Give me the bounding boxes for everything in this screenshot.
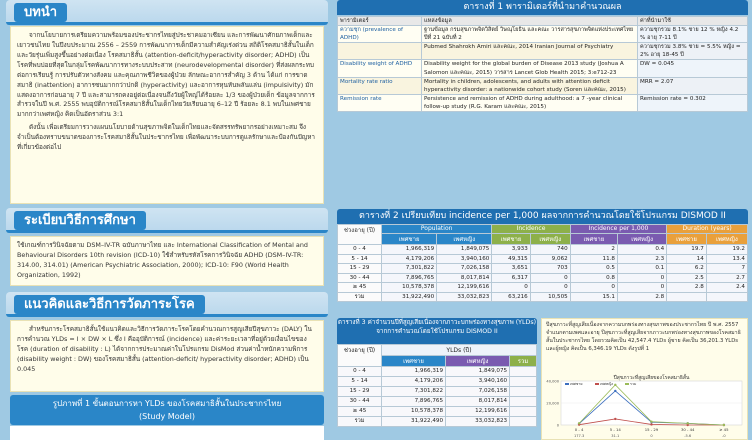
chart-x-tick: ≥ 45 xyxy=(719,427,729,432)
table3-row xyxy=(338,397,537,407)
chart-point xyxy=(614,384,616,386)
chart-legend-swatch xyxy=(565,383,569,385)
chart-row-label: 0 xyxy=(650,434,653,438)
table2-cell: 11.8 xyxy=(570,254,617,264)
figure-canvas xyxy=(10,426,324,440)
chart-point xyxy=(687,422,689,424)
left-column xyxy=(0,0,333,440)
table2-cell: 2.8 xyxy=(617,292,666,302)
chart-x-tick: 0 - 4 xyxy=(574,427,584,432)
summary-panel xyxy=(541,318,748,440)
table1-cell-param: Remission rate xyxy=(338,94,422,111)
table1-cell-value: ความชุกรวม 8.1% ชาย 12 % หญิง 4.2 % อายุ 7-11 ปี xyxy=(638,26,748,43)
method-heading: ระเบียบวิธีการศึกษา xyxy=(14,211,146,230)
table3-row xyxy=(338,417,537,427)
figure-title-box xyxy=(10,395,324,425)
table2-cell: 0.8 xyxy=(570,273,617,283)
concept-text: สำหรับภาระโรคสมาธิสั้นใช้แนวคิดและวิธีการวัดภาระโรคโดยคำนวณการสูญเสียปีสุขภาวะ (DALY) ในการคำนวณ YLDs = I × DW × L ซึ่ง I คืออุบัติการณ์ (incidence) และค่าระยะเวลาที่อยู่ด้วยเงื่อนไขของโรค (duration of disability : L) ได้จากการประมาณค่าในโปรแกรม DisMod ส่วนค่าน้ำหนักความพิการ (disability weight : DW) ของโรคสมาธิสั้น (attention-deficit/ hyperactivity disorder; ADHD) เป็น 0.045 xyxy=(17,325,312,373)
chart-y-tick: 40,000 xyxy=(546,379,559,384)
table2-age-cell: 15 - 29 xyxy=(338,264,382,274)
table3-cell xyxy=(510,377,537,387)
figure-title: รูปภาพที่ 1 ขั้นตอนการหา YLDs ของโรคสมาธิสั้นในประชากรไทย xyxy=(52,399,282,408)
table3 xyxy=(337,344,537,427)
table2-row xyxy=(338,292,748,302)
table1-row xyxy=(338,77,748,94)
table2-cell: 0 xyxy=(530,273,570,283)
concept-heading: แนวคิดและวิธีการวัดภาระโรค xyxy=(14,295,205,314)
concept-body xyxy=(10,320,324,392)
table1-cell-source: Disability weight for the global burden of Disease 2013 study (Joshua A Salomon และคณะ, 2015) วารสาร Lancet Glob Health 2015; 3:e712-23 xyxy=(422,60,638,77)
figure-subtitle: (Study Model) xyxy=(139,412,195,421)
table2-row xyxy=(338,254,748,264)
table2-group-header: Duration (years) xyxy=(667,225,748,234)
table3-cell: 4,179,206 xyxy=(382,377,446,387)
table3-cell: 10,578,378 xyxy=(382,407,446,417)
table2-cell: 8,017,814 xyxy=(437,273,492,283)
table2-cell: 10,505 xyxy=(530,292,570,302)
table2-age-cell: 30 - 44 xyxy=(338,273,382,283)
table2-cell xyxy=(667,292,707,302)
table3-cell: 8,017,814 xyxy=(446,397,510,407)
table2-sub-header: เพศชาย xyxy=(667,234,707,245)
table2-cell: 19.7 xyxy=(667,245,707,255)
table3-row xyxy=(338,407,537,417)
table2-cell: 2 xyxy=(570,245,617,255)
table1-row xyxy=(338,94,748,111)
table2-cell: 6.2 xyxy=(667,264,707,274)
table1-row xyxy=(338,43,748,60)
table1-title: ตารางที่ 1 พารามิเตอร์ที่นำมาคำนวณผล xyxy=(337,0,748,15)
chart-legend-swatch xyxy=(625,383,629,385)
table2-cell: 4,179,206 xyxy=(382,254,437,264)
table2-cell: 10,578,378 xyxy=(382,283,437,293)
table1-cell-source: Mortality in children, adolescents, and adults with attention deficit hyperactivity disorder: a nationwide cohort study (Soren และคณะ, 2015) xyxy=(422,77,638,94)
table2-cell: 703 xyxy=(530,264,570,274)
table2-cell: 0.5 xyxy=(570,264,617,274)
table1-cell-value: ความชุกรวม 3.8% ชาย = 5.5% หญิง = 2% อายุ 18-45 ปี xyxy=(638,43,748,60)
table2-row xyxy=(338,264,748,274)
intro-paragraph-1: จากนโยบายการเตรียมความพร้อมของประชากรไทยสู่ประชาคมอาเซียน และการพัฒนาศักยภาพเด็กและเยาวชนไทย ในปีงบประมาณ 2556 – 2559 การพัฒนาการเด็กมีความสำคัญเร่งด่วน สถิติโรคสมาธิสั้นในเด็กและวัยรุ่นเพิ่มสูงขึ้นอย่างต่อเนื่อง โรคสมาธิสั้น (attention-deficit/hyperactivity disorder; ADHD) เป็นโรคที่พบบ่อยที่สุดในกลุ่มโรคพัฒนาการทางระบบประสาท (neurodevelopmental disorder) ที่ส่งผลกระทบต่อการเรียนรู้ การปรับตัวทางสังคม และคุณภาพชีวิตของผู้ป่วย ลักษณะอาการสำคัญ 3 ด้าน ได้แก่ การขาดสมาธิ (inattention) อาการซนมากกว่าปกติ (hyperactivity) และอาการหุนหันพลันแล่น (impulsivity) มักแสดงอาการก่อนอายุ 7 ปี และสามารถคงอยู่ต่อเนื่องจนถึงวัยผู้ใหญ่ได้ร้อยละ 1/3 ของผู้ป่วยเด็ก ข้อมูลจากการสำรวจในปี พ.ศ. 2555 พบอุบัติการณ์โรคสมาธิสั้นในเด็กไทยวัยเรียนอายุ 6–12 ปี ร้อยละ 8.1 พบในเพศชายมากกว่าเพศหญิง คิดเป็นอัตราส่วน 3:1 xyxy=(17,31,315,119)
chart-point xyxy=(614,418,616,420)
table2-cell: 7,026,158 xyxy=(437,264,492,274)
chart-x-tick: 30 - 44 xyxy=(680,427,695,432)
table2-sub-header: เพศชาย xyxy=(492,234,530,245)
table2-cell: 0.4 xyxy=(617,245,666,255)
table2-sub-header: เพศหญิง xyxy=(530,234,570,245)
table2-cell: 1,849,075 xyxy=(437,245,492,255)
table2-sub-header: เพศหญิง xyxy=(617,234,666,245)
table2-sub-header: เพศหญิง xyxy=(437,234,492,245)
chart-point xyxy=(650,421,652,423)
intro-header xyxy=(6,0,328,25)
chart-row-label: -5.6 xyxy=(684,434,692,438)
table2-cell: 9,062 xyxy=(530,254,570,264)
chart-x-tick: 5 - 14 xyxy=(609,427,621,432)
chart-x-tick: 15 - 29 xyxy=(644,427,659,432)
intro-body xyxy=(10,26,324,204)
table1-header: ค่าที่นำมาใช้ xyxy=(638,17,748,26)
table2-cell: 13.4 xyxy=(706,254,747,264)
table3-row xyxy=(338,387,537,397)
table2-title: ตารางที่ 2 เปรียบเทียบ incidence per 1,000 ผลจากการคำนวณโดยใช้โปรแกรม DISMOD II xyxy=(337,209,748,224)
chart-point xyxy=(578,422,580,424)
table3-row xyxy=(338,367,537,377)
chart-legend-swatch xyxy=(595,383,599,385)
table2-cell: 15.1 xyxy=(570,292,617,302)
table1-header: พารามิเตอร์ xyxy=(338,17,422,26)
table3-cell: 1,849,075 xyxy=(446,367,510,377)
table2-cell: 6,317 xyxy=(492,273,530,283)
table2-cell: 19.2 xyxy=(706,245,747,255)
table3-age-cell: ≥ 45 xyxy=(338,407,382,417)
table1 xyxy=(337,16,748,112)
table2-cell: 14 xyxy=(667,254,707,264)
table2-row xyxy=(338,273,748,283)
table3-cell: 33,032,823 xyxy=(446,417,510,427)
table1-cell-param: ความชุก (prevalence of ADHD) xyxy=(338,26,422,43)
table3-cell xyxy=(510,407,537,417)
table3-cell: 7,896,765 xyxy=(382,397,446,407)
table2-cell: 12,199,616 xyxy=(437,283,492,293)
table2-group-header: Incidence xyxy=(492,225,570,234)
summary-text: ปีสุขภาวะที่สูญเสียเนื่องจากความบกพร่องทางสุขภาพของประชากรไทย ปี พ.ศ. 2557 จำแนกตามเพศและอายุ ปีสุขภาวะที่สูญเสียจากภาวะบกพร่องทางสุขภาพของโรคสมาธิสั้นในประชากรไทย โดยรวมคิดเป็น 42,547.4 YLDs ผู้ชาย คิดเป็น 36,201.3 YLDs และผู้หญิง คิดเป็น 6,346.19 YLDs ดังรูปที่ 1 xyxy=(546,322,741,352)
table2-age-cell: ≥ 45 xyxy=(338,283,382,293)
table3-age-cell: รวม xyxy=(338,417,382,427)
table2-cell: 0 xyxy=(617,273,666,283)
table2-row xyxy=(338,283,748,293)
table2-wrap xyxy=(337,209,748,302)
table2-cell: 7,896,765 xyxy=(382,273,437,283)
table1-row xyxy=(338,60,748,77)
table2-cell: 7,301,822 xyxy=(382,264,437,274)
table1-cell-source: Pubmed Shahrokh Amiri และคณะ, 2014 Iranian Journal of Psychiatry xyxy=(422,43,638,60)
table2-cell xyxy=(706,292,747,302)
table3-cell: 1,966,319 xyxy=(382,367,446,377)
table1-header: แหล่งข้อมูล xyxy=(422,17,638,26)
chart-row-label: 177.3 xyxy=(573,434,585,438)
right-column xyxy=(333,0,752,440)
table3-age-cell: 0 - 4 xyxy=(338,367,382,377)
table2-sub-header: เพศชาย xyxy=(570,234,617,245)
table2-group-header: Population xyxy=(382,225,492,234)
table1-row xyxy=(338,26,748,43)
table2-cell: 740 xyxy=(530,245,570,255)
table2-cell: 2.7 xyxy=(706,273,747,283)
table2-age-cell: รวม xyxy=(338,292,382,302)
table3-cell xyxy=(510,367,537,377)
chart-title: ปีสุขภาวะที่สูญเสียของโรคสมาธิสั้น xyxy=(613,375,690,381)
intro-paragraph-2: ดังนั้น เพื่อเตรียมการวางแผนนโยบายด้านสุขภาพจิตในเด็กไทยและจัดสรรทรัพยากรอย่างเหมาะสม จึงจำเป็นต้องทราบขนาดของภาระโรคสมาธิสั้นในประชากรไทย เพื่อพัฒนาระบบการดูแลรักษาและป้องกันปัญหาที่เกี่ยวข้องต่อไป xyxy=(17,123,316,152)
table2-age-cell: 0 - 4 xyxy=(338,245,382,255)
table1-cell-value: MRR = 2.07 xyxy=(638,77,748,94)
table2-group-header: Incidence per 1,000 xyxy=(570,225,667,234)
chart-point xyxy=(650,423,652,425)
table2-cell: 2.5 xyxy=(667,273,707,283)
table2-sub-header: เพศชาย xyxy=(382,234,437,245)
table2-cell: 0 xyxy=(530,283,570,293)
table1-cell-param: Disability weight of ADHD xyxy=(338,60,422,77)
table2-cell: 63,216 xyxy=(492,292,530,302)
table3-cell: 7,301,822 xyxy=(382,387,446,397)
table2-cell: 7 xyxy=(706,264,747,274)
chart-y-tick: 20,000 xyxy=(546,401,559,406)
table2-cell: 2.3 xyxy=(617,254,666,264)
table3-cell: 3,940,160 xyxy=(446,377,510,387)
table3-age-header: ช่วงอายุ (ปี) xyxy=(338,345,382,367)
table2-cell: 1,966,319 xyxy=(382,245,437,255)
table3-cell: 12,199,616 xyxy=(446,407,510,417)
intro-heading: บทนำ xyxy=(14,3,67,22)
table2-cell: 3,933 xyxy=(492,245,530,255)
table3-cell xyxy=(510,387,537,397)
yld-line-chart xyxy=(543,373,748,439)
table3-sub-header: เพศชาย xyxy=(382,356,446,367)
table2-cell: 33,032,823 xyxy=(437,292,492,302)
table1-cell-value: DW = 0.045 xyxy=(638,60,748,77)
table2-cell: 0 xyxy=(570,283,617,293)
table2-cell: 49,315 xyxy=(492,254,530,264)
table3-cell: 31,922,490 xyxy=(382,417,446,427)
table3-title: ตารางที่ 3 ค่าจำนวนปีที่สูญเสียเนื่องจากภาวะบกพร่องทางสุขภาพ (YLDs) จากการคำนวณโดยใช้โปรแกรม DISMOD II xyxy=(337,318,537,344)
table1-cell-param: Mortality rate ratio xyxy=(338,77,422,94)
concept-header xyxy=(6,292,328,317)
table2-sub-header: เพศหญิง xyxy=(706,234,747,245)
table3-cell xyxy=(510,397,537,407)
table2-cell: 3,940,160 xyxy=(437,254,492,264)
table3-yld-header: YLDs (ปี) xyxy=(382,345,537,356)
table2-age-cell: 5 - 14 xyxy=(338,254,382,264)
chart-legend-label: เพศหญิง xyxy=(600,382,614,386)
table2-cell: 31,922,490 xyxy=(382,292,437,302)
table1-cell-value: Remission rate = 0.302 xyxy=(638,94,748,111)
table2 xyxy=(337,224,748,302)
table2-cell: 0.1 xyxy=(617,264,666,274)
table3-age-cell: 30 - 44 xyxy=(338,397,382,407)
table3-cell: 7,026,158 xyxy=(446,387,510,397)
chart-row-label: -0 xyxy=(722,434,726,438)
table1-cell-source: ฐานข้อมูล กรมสุขภาพจิตวิสิตย์ วิษณุโยธิน และคณะ วารสารสุขภาพจิตแห่งประเทศไทย ปีที่ 21 ฉบับที่ 2 xyxy=(422,26,638,43)
table2-cell: 2.8 xyxy=(667,283,707,293)
chart-legend-label: เพศชาย xyxy=(570,382,583,386)
table2-cell: 2.4 xyxy=(706,283,747,293)
table3-cell xyxy=(510,417,537,427)
method-text: ใช้เกณฑ์การวินิจฉัยตาม DSM–IV-TR ฉบับภาษาไทย และ International Classification of Mental and Behavioural Disorders 10th revision (ICD-10) ใช้สำหรับรหัสโรคการวินิจฉัย ADHD (DSM–IV-TR: 314.00, 314.01) (American Psychiatric Association, 2000); ICD-10: F90 (World Health Organization, 1992) xyxy=(17,241,308,279)
chart-point xyxy=(723,424,725,426)
method-header xyxy=(6,208,328,233)
table1-cell-param xyxy=(338,43,422,60)
table3-age-cell: 5 - 14 xyxy=(338,377,382,387)
table2-age-header: ช่วงอายุ (ปี) xyxy=(338,225,382,245)
table3-sub-header: เพศหญิง xyxy=(446,356,510,367)
table2-cell: 0 xyxy=(617,283,666,293)
table3-row xyxy=(338,377,537,387)
table2-row xyxy=(338,245,748,255)
chart-y-tick: 0 xyxy=(556,423,559,428)
table1-cell-source: Persistence and remission of ADHD during adulthood: a 7 -year clinical follow-up study (R.G. Karam และคณะ, 2015) xyxy=(422,94,638,111)
table2-cell: 3,651 xyxy=(492,264,530,274)
table3-age-cell: 15 - 29 xyxy=(338,387,382,397)
chart-point xyxy=(614,390,616,392)
method-body xyxy=(10,236,324,286)
table2-cell: 0 xyxy=(492,283,530,293)
table3-wrap xyxy=(337,318,537,427)
chart-legend-label: รวม xyxy=(630,382,637,386)
table3-sub-header: รวม xyxy=(510,356,537,367)
chart-row-label: 31.1 xyxy=(611,434,620,438)
